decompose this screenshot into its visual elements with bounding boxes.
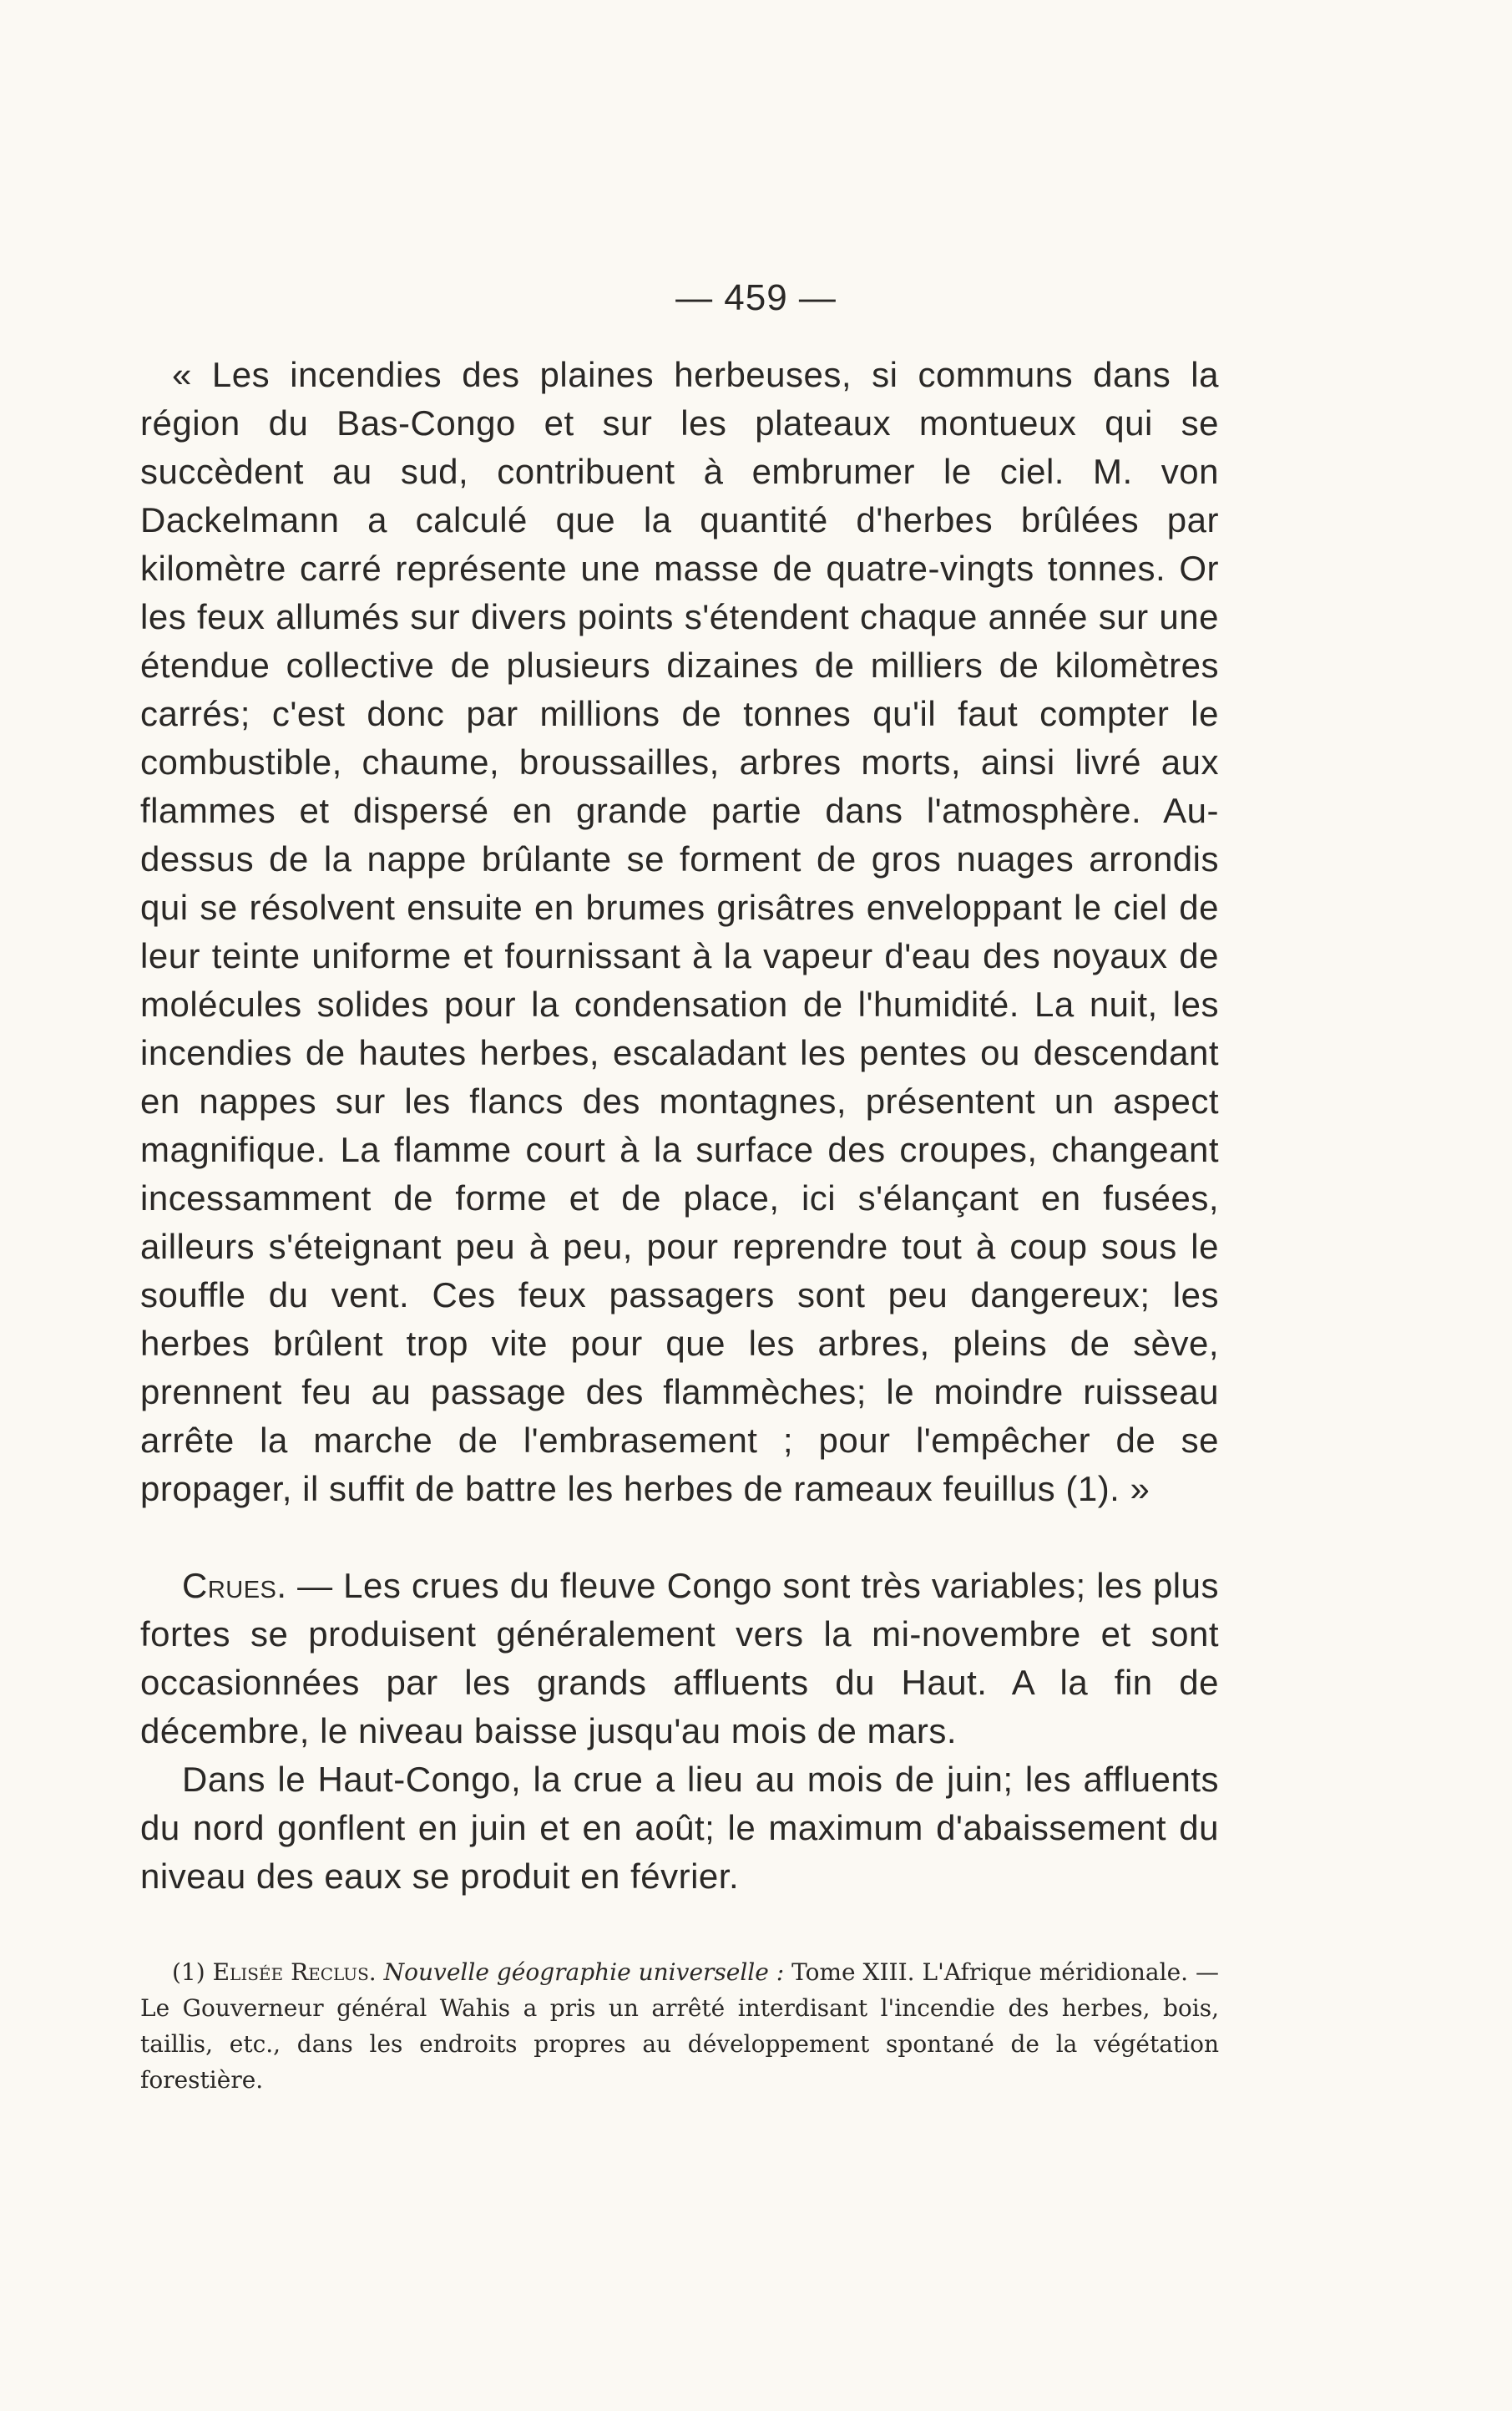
footnote	[140, 1954, 1219, 2098]
footnote-marker: (1)	[172, 1958, 213, 1986]
crues-heading: Crues.	[182, 1566, 287, 1605]
crues-text: — Les crues du fleuve Congo sont très variables; les plus fortes se produisent généralement vers la mi-novembre et sont occasionnées par les grands affluents du Haut. A la fin de décembre, le niveau baisse jusqu'au mois de mars.	[140, 1566, 1219, 1750]
footnote-text: Tome XIII. L'Afrique méridionale. — Le Gouverneur général Wahis a pris un arrêté interdisant l'incendie des herbes, bois, taillis, etc., dans les endroits propres au développement spontané de la végétation forestière.	[140, 1958, 1219, 2094]
paragraph-quote: « Les incendies des plaines herbeuses, si communs dans la région du Bas-Congo et sur les plateaux montueux qui se succèdent au sud, contribuent à embrumer le ciel. M. von Dackelmann a calculé que la quantité d'herbes brûlées par kilomètre carré représente une masse de quatre-vingts tonnes. Or les feux allumés sur divers points s'étendent chaque année sur une étendue collective de plusieurs dizaines de milliers de kilomètres carrés; c'est donc par millions de tonnes qu'il faut compter le combustible, chaume, broussailles, arbres morts, ainsi livré aux flammes et dispersé en grande partie dans l'atmosphère. Au-dessus de la nappe brûlante se forment de gros nuages arrondis qui se résolvent ensuite en brumes grisâtres enveloppant le ciel de leur teinte uniforme et fournissant à la vapeur d'eau des noyaux de molécules solides pour la condensation de l'humidité. La nuit, les incendies de hautes herbes, escaladant les pentes ou descendant en nappes sur les flancs des montagnes, présentent un aspect magnifique. La flamme court à la surface des croupes, changeant incessamment de forme et de place, ici s'élançant en fusées, ailleurs s'éteignant peu à peu, pour reprendre tout à coup sous le souffle du vent. Ces feux passagers sont peu dangereux; les herbes brûlent trop vite pour que les arbres, pleins de sève, prennent feu au passage des flammèches; le moindre ruisseau arrête la marche de l'embrasement ; pour l'empêcher de se propager, il suffit de battre les herbes de rameaux feuillus (1). »	[140, 355, 1219, 1508]
paragraph-crues	[140, 1562, 1219, 1755]
main-text	[140, 351, 1219, 1901]
page-number: — 459 —	[675, 277, 837, 318]
footnote-author: Elisée Reclus	[212, 1958, 369, 1986]
paragraph-haut-congo: Dans le Haut-Congo, la crue a lieu au mois de juin; les affluents du nord gonflent en juin et en août; le maximum d'abaissement du niveau des eaux se produit en février.	[140, 1760, 1219, 1896]
footnote-separator: .	[368, 1958, 384, 1986]
footnote-work-title: Nouvelle géographie universelle :	[383, 1958, 785, 1986]
